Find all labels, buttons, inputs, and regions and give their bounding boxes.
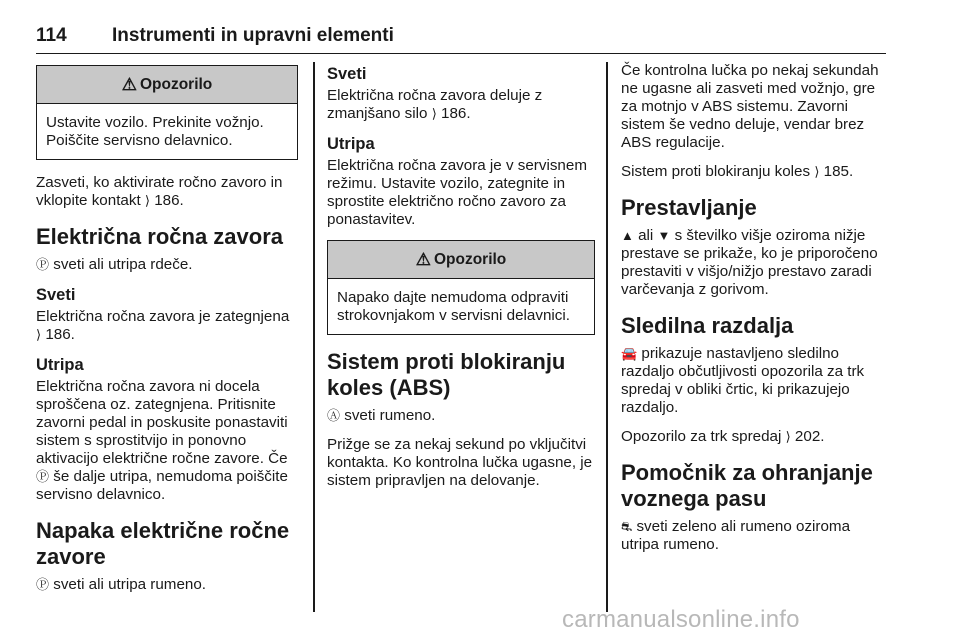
section-heading: Sledilna razdalja — [621, 313, 794, 338]
warning-text: Napako dajte nemudoma odpraviti strokovnjakom v servisni delavnici. — [337, 289, 570, 324]
section-heading: Napaka električne ročne zavore — [36, 518, 290, 569]
text: Zasveti, ko aktivirate ročno zavoro in vklopite kontakt — [36, 174, 283, 209]
column-2 — [327, 62, 595, 501]
warning-triangle-icon: ⚠ — [121, 75, 137, 94]
paragraph: Električna ročna zavora je v servisnem režimu. Ustavite vozilo, zategnite in sprostite električno ročno zavoro za ponastavitev. — [327, 157, 587, 228]
paragraph — [621, 163, 889, 181]
page-reference: 202. — [794, 428, 825, 445]
text: sveti rumeno. — [340, 407, 436, 424]
parking-brake-icon: Ⓟ — [36, 469, 50, 484]
page-reference-arrow-icon: ⟩ — [785, 429, 791, 444]
paragraph — [621, 345, 889, 417]
column-divider — [313, 62, 315, 612]
lane-keep-assist-icon: ⛐ — [621, 519, 633, 534]
paragraph — [36, 576, 298, 594]
text: prikazuje nastavljeno sledilno razdaljo občutljivosti opozorila za trk spredaj v obliki črtic, ki prikazujejo razdaljo. — [621, 345, 865, 416]
subheading: Utripa — [36, 356, 84, 374]
text: Električna ročna zavora je zategnjena — [36, 308, 290, 325]
subheading: Utripa — [327, 135, 375, 153]
vehicle-ahead-icon: 🚘 — [621, 346, 638, 361]
page-reference-arrow-icon: ⟩ — [144, 193, 150, 208]
text: še dalje utripa, nemudoma poiščite servisno delavnico. — [36, 468, 288, 503]
page-reference-arrow-icon: ⟩ — [814, 164, 820, 179]
parking-brake-fault-icon: Ⓟ — [36, 577, 50, 592]
page-title: Instrumenti in upravni elementi — [112, 25, 394, 46]
warning-header — [328, 241, 594, 279]
warning-header — [37, 66, 297, 104]
text: sveti zeleno ali rumeno oziroma utripa rumeno. — [621, 518, 851, 553]
paragraph — [327, 87, 595, 123]
page-reference-arrow-icon: ⟩ — [36, 327, 42, 342]
subheading: Sveti — [327, 65, 367, 83]
column-3 — [621, 62, 889, 565]
text: sveti ali utripa rumeno. — [49, 576, 207, 593]
abs-icon: Ⓐ — [327, 408, 341, 423]
warning-box — [327, 240, 595, 335]
text: Električna ročna zavora ni docela sproščena oz. zategnjena. Pritisnite zavorni pedal in poskusite ponastaviti sistem s sprostitvijo in ponovno aktivacijo električne ročne zavore. Če — [36, 378, 288, 467]
page-reference: 186. — [441, 105, 471, 122]
paragraph — [36, 256, 298, 274]
warning-box — [36, 65, 298, 160]
paragraph — [621, 227, 889, 299]
section-heading: Sistem proti blokiranju koles (ABS) — [327, 349, 566, 400]
paragraph — [621, 428, 889, 446]
section-heading: Pomočnik za ohranjanje voznega pasu — [621, 460, 873, 511]
paragraph: Če kontrolna lučka po nekaj sekundah ne ugasne ali zasveti med vožnjo, gre za motnjo v ABS sistemu. Zavorni sistem še vedno deluje, vendar brez ABS regulacije. — [621, 62, 879, 151]
warning-title: Opozorilo — [433, 250, 507, 268]
column-divider — [606, 62, 608, 612]
text: Električna ročna zavora deluje z zmanjšano silo — [327, 87, 543, 122]
page-reference: 185. — [823, 163, 854, 180]
warning-title: Opozorilo — [139, 75, 213, 93]
text: s številko višje oziroma nižje prestave se prikaže, ko je priporočeno prestaviti v višjo/nižjo prestavo zaradi varčevanja z gorivom. — [621, 227, 878, 298]
column-1 — [36, 62, 298, 605]
section-heading: Električna ročna zavora — [36, 224, 284, 249]
arrow-down-icon: ▼ — [657, 228, 671, 243]
watermark: carmanualsonline.info — [562, 606, 800, 633]
warning-text: Ustavite vozilo. Prekinite vožnjo. Poiščite servisno delavnico. — [46, 114, 264, 149]
subheading: Sveti — [36, 286, 76, 304]
text: ali — [633, 227, 658, 244]
page-reference-arrow-icon: ⟩ — [431, 106, 437, 121]
page-header — [36, 22, 886, 54]
paragraph: Prižge se za nekaj sekund po vključitvi kontakta. Ko kontrolna lučka ugasne, je sistem pripravljen na delovanje. — [327, 436, 593, 489]
paragraph — [327, 407, 595, 425]
text: Opozorilo za trk spredaj — [621, 428, 786, 445]
paragraph — [36, 174, 298, 210]
warning-triangle-icon: ⚠ — [415, 250, 431, 269]
section-heading: Prestavljanje — [621, 195, 757, 220]
paragraph — [36, 308, 298, 344]
page-reference: 186. — [154, 192, 184, 209]
parking-brake-icon: Ⓟ — [36, 257, 50, 272]
page-reference: 186. — [45, 326, 75, 343]
text: Sistem proti blokiranju koles — [621, 163, 815, 180]
text: sveti ali utripa rdeče. — [49, 256, 193, 273]
page-number: 114 — [36, 25, 67, 46]
arrow-up-icon: ▲ — [621, 228, 634, 243]
paragraph — [36, 378, 298, 504]
paragraph — [621, 518, 889, 554]
